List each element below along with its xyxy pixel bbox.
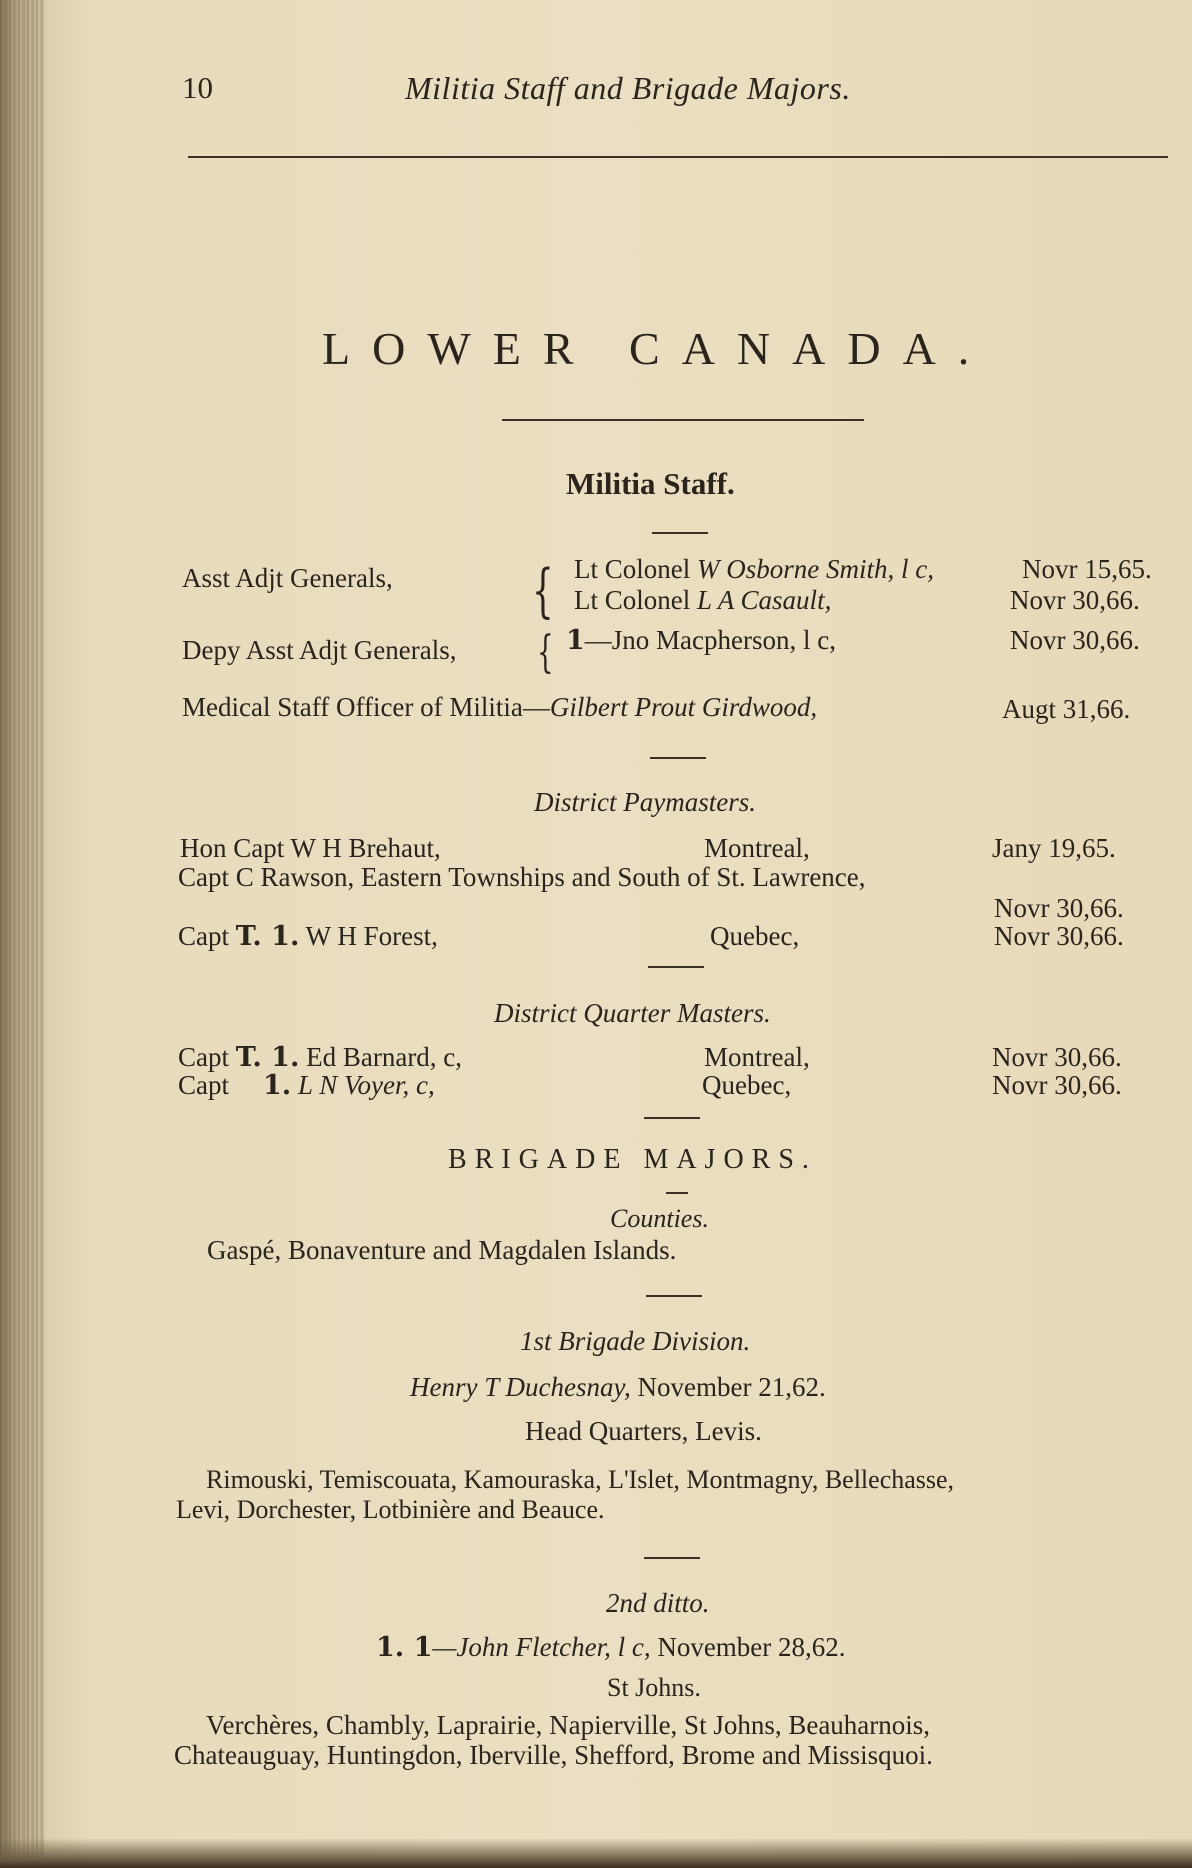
division-hq-2: St Johns. xyxy=(607,1673,701,1702)
division-officer-1 xyxy=(410,1372,826,1403)
officer-name: L A Casault, xyxy=(697,585,832,615)
division-officer-2 xyxy=(376,1632,846,1663)
quarter-master-place-1: Montreal, xyxy=(704,1042,810,1072)
section-rule xyxy=(650,757,706,759)
depy-asst-date: Novr 30,66. xyxy=(1010,625,1140,655)
section-rule xyxy=(646,1295,702,1297)
officer-name: L N Voyer, c, xyxy=(291,1070,435,1100)
district-paymasters-heading: District Paymasters. xyxy=(534,787,756,817)
paymaster-date-1: Jany 19,65. xyxy=(992,833,1116,863)
title-rule xyxy=(502,419,864,421)
book-spine-shadow xyxy=(0,0,44,1868)
paymaster-place-1: Montreal, xyxy=(704,833,810,863)
running-title: Militia Staff and Brigade Majors. xyxy=(405,70,851,106)
asst-adjt-date-2: Novr 30,66. xyxy=(1010,585,1140,615)
quarter-master-place-2: Quebec, xyxy=(702,1070,792,1100)
asst-adjt-entry-2 xyxy=(574,585,831,616)
depy-asst-entry xyxy=(566,625,836,656)
header-rule xyxy=(188,156,1168,158)
section-rule xyxy=(644,1117,700,1119)
officer-name: Ed Barnard, c, xyxy=(299,1042,463,1072)
medical-label: Medical Staff Officer of Militia— xyxy=(182,692,550,722)
division-heading-2: 2nd ditto. xyxy=(606,1588,710,1618)
division-counties-1-line1: Rimouski, Temiscouata, Kamouraska, L'Islet, Montmagny, Bellechasse, xyxy=(206,1465,955,1494)
reference-marker: 1 xyxy=(566,625,585,656)
officer-name: Henry T Duchesnay, xyxy=(410,1372,631,1402)
brigade-majors-heading: BRIGADE MAJORS. xyxy=(448,1144,817,1175)
paymaster-date-2: Novr 30,66. xyxy=(994,893,1124,923)
counties-heading: Counties. xyxy=(610,1204,709,1233)
section-rule xyxy=(648,966,704,968)
quarter-master-name-2 xyxy=(178,1070,435,1101)
paymaster-place-3: Quebec, xyxy=(710,921,800,951)
appointment-date: November 28,62. xyxy=(650,1632,846,1662)
asst-adjt-generals-label: Asst Adjt Generals, xyxy=(182,563,393,593)
asst-adjt-date-1: Novr 15,65. xyxy=(1022,554,1152,584)
section-rule xyxy=(652,532,708,534)
appointment-date: November 21,62. xyxy=(630,1372,826,1402)
page-number: 10 xyxy=(182,70,213,105)
section-rule xyxy=(644,1557,700,1559)
page-title: LOWER CANADA. xyxy=(322,323,992,374)
reference-marker: 1. xyxy=(263,1070,292,1101)
officer-name: Gilbert Prout Girdwood, xyxy=(549,692,818,722)
officer-name: —John Fletcher, l c, xyxy=(432,1632,651,1662)
reference-marker: T. 1. xyxy=(235,1042,300,1073)
quarter-master-name-1 xyxy=(178,1042,462,1073)
officer-name: W H Forest, xyxy=(299,921,438,951)
medical-staff-entry xyxy=(182,692,817,723)
reference-marker: T. 1. xyxy=(235,921,300,952)
rank: Capt xyxy=(178,921,236,951)
paymaster-name-1: Hon Capt W H Brehaut, xyxy=(180,833,441,863)
quarter-master-date-1: Novr 30,66. xyxy=(992,1042,1122,1072)
division-heading-1: 1st Brigade Division. xyxy=(520,1326,751,1356)
rank: Capt xyxy=(178,1070,229,1100)
reference-marker: 1. 1 xyxy=(376,1632,433,1663)
short-rule xyxy=(666,1192,688,1194)
paymaster-name-3 xyxy=(178,921,438,952)
paymaster-name-2: Capt C Rawson, Eastern Townships and South of St. Lawrence, xyxy=(178,862,866,892)
rank: Lt Colonel xyxy=(574,585,697,615)
division-counties-2-line2: Chateauguay, Huntingdon, Iberville, Shefford, Brome and Missisquoi. xyxy=(174,1740,933,1770)
officer-name: —Jno Macpherson, l c, xyxy=(584,625,836,655)
asst-adjt-entry-1 xyxy=(574,554,934,585)
page-bottom-edge xyxy=(0,1838,1192,1868)
division-counties-2-line1: Verchères, Chambly, Laprairie, Napierville, St Johns, Beauharnois, xyxy=(206,1710,931,1740)
rank: Capt xyxy=(178,1042,236,1072)
quarter-master-date-2: Novr 30,66. xyxy=(992,1070,1122,1100)
depy-asst-adjt-generals-label: Depy Asst Adjt Generals, xyxy=(182,635,457,665)
officer-name: W Osborne Smith, l c, xyxy=(697,554,934,584)
division-hq-1: Head Quarters, Levis. xyxy=(525,1416,762,1446)
brace-icon: { xyxy=(537,628,554,679)
militia-staff-heading: Militia Staff. xyxy=(566,466,735,501)
rank: Lt Colonel xyxy=(574,554,697,584)
division-counties-1-line2: Levi, Dorchester, Lotbinière and Beauce. xyxy=(176,1495,605,1524)
medical-date: Augt 31,66. xyxy=(1002,694,1131,724)
counties-text: Gaspé, Bonaventure and Magdalen Islands. xyxy=(207,1235,677,1265)
paymaster-date-3: Novr 30,66. xyxy=(994,921,1124,951)
brace-icon: { xyxy=(532,558,554,626)
district-quarter-masters-heading: District Quarter Masters. xyxy=(494,998,771,1028)
